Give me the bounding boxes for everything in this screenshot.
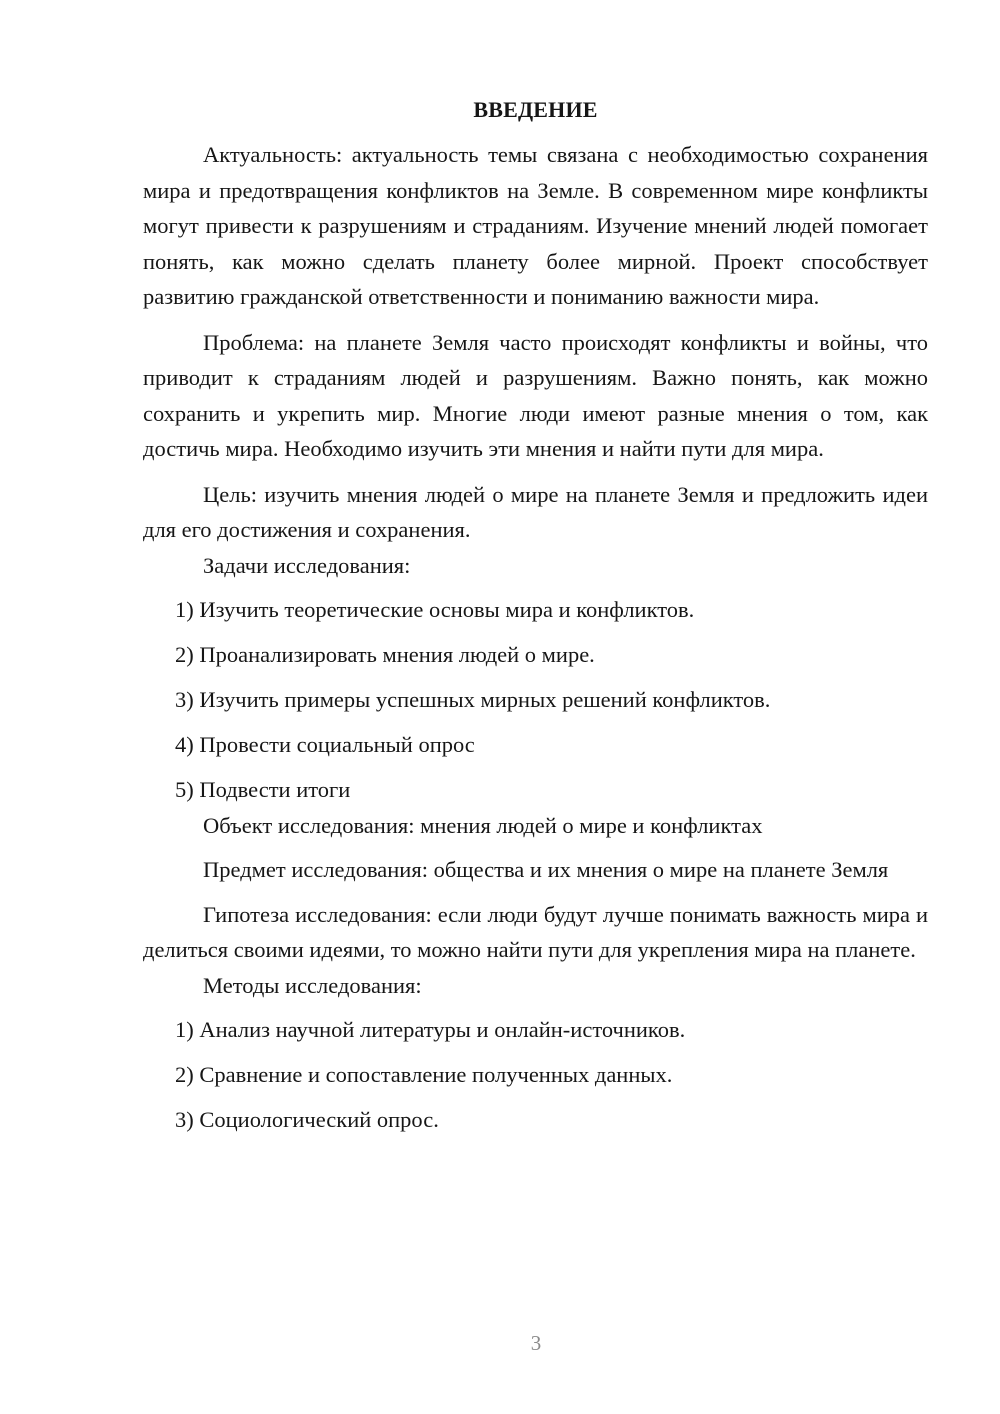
document-page xyxy=(143,95,928,1138)
tasks-list xyxy=(143,592,928,808)
tasks-heading: Задачи исследования: xyxy=(203,552,411,578)
object-paragraph: Объект исследования: мнения людей о мире и конфликтах xyxy=(203,812,763,838)
list-item: 4) Провести социальный опрос xyxy=(175,732,475,757)
list-item: 1) Анализ научной литературы и онлайн-источников. xyxy=(175,1017,686,1042)
list-item: 1) Изучить теоретические основы мира и конфликтов. xyxy=(175,597,695,622)
problem-paragraph: Проблема: на планете Земля часто происходят конфликты и войны, что приводит к страданиям людей и разрушениям. Важно понять, как можно сохранить и укрепить мир. Многие люди имеют разные мнения о том, как достичь мира. Необходимо изучить эти мнения и найти пути для мира. xyxy=(143,329,928,461)
list-item: 3) Социологический опрос. xyxy=(175,1107,439,1132)
relevance-paragraph: Актуальность: актуальность темы связана с необходимостью сохранения мира и предотвращения конфликтов на Земле. В современном мире конфликты могут привести к разрушениям и страданиям. Изучение мнений людей помогает понять, как можно сделать планету более мирной. Проект способствует развитию гражданской ответственности и пониманию важности мира. xyxy=(143,142,928,309)
methods-heading: Методы исследования: xyxy=(203,972,422,998)
list-item: 2) Сравнение и сопоставление полученных данных. xyxy=(175,1062,673,1087)
page-number: 3 xyxy=(530,1331,542,1355)
subject-paragraph: Предмет исследования: общества и их мнения о мире на планете Земля xyxy=(203,857,889,882)
goal-paragraph: Цель: изучить мнения людей о мире на планете Земля и предложить идеи для его достижения и сохранения. xyxy=(143,481,928,542)
hypothesis-paragraph: Гипотеза исследования: если люди будут лучше понимать важность мира и делиться своими идеями, то можно найти пути для укрепления мира на планете. xyxy=(143,901,928,962)
list-item: 5) Подвести итоги xyxy=(175,777,351,802)
page-title: ВВЕДЕНИЕ xyxy=(473,97,598,122)
list-item: 2) Проанализировать мнения людей о мире. xyxy=(175,642,595,667)
methods-list xyxy=(143,1012,928,1138)
list-item: 3) Изучить примеры успешных мирных решений конфликтов. xyxy=(175,687,771,712)
